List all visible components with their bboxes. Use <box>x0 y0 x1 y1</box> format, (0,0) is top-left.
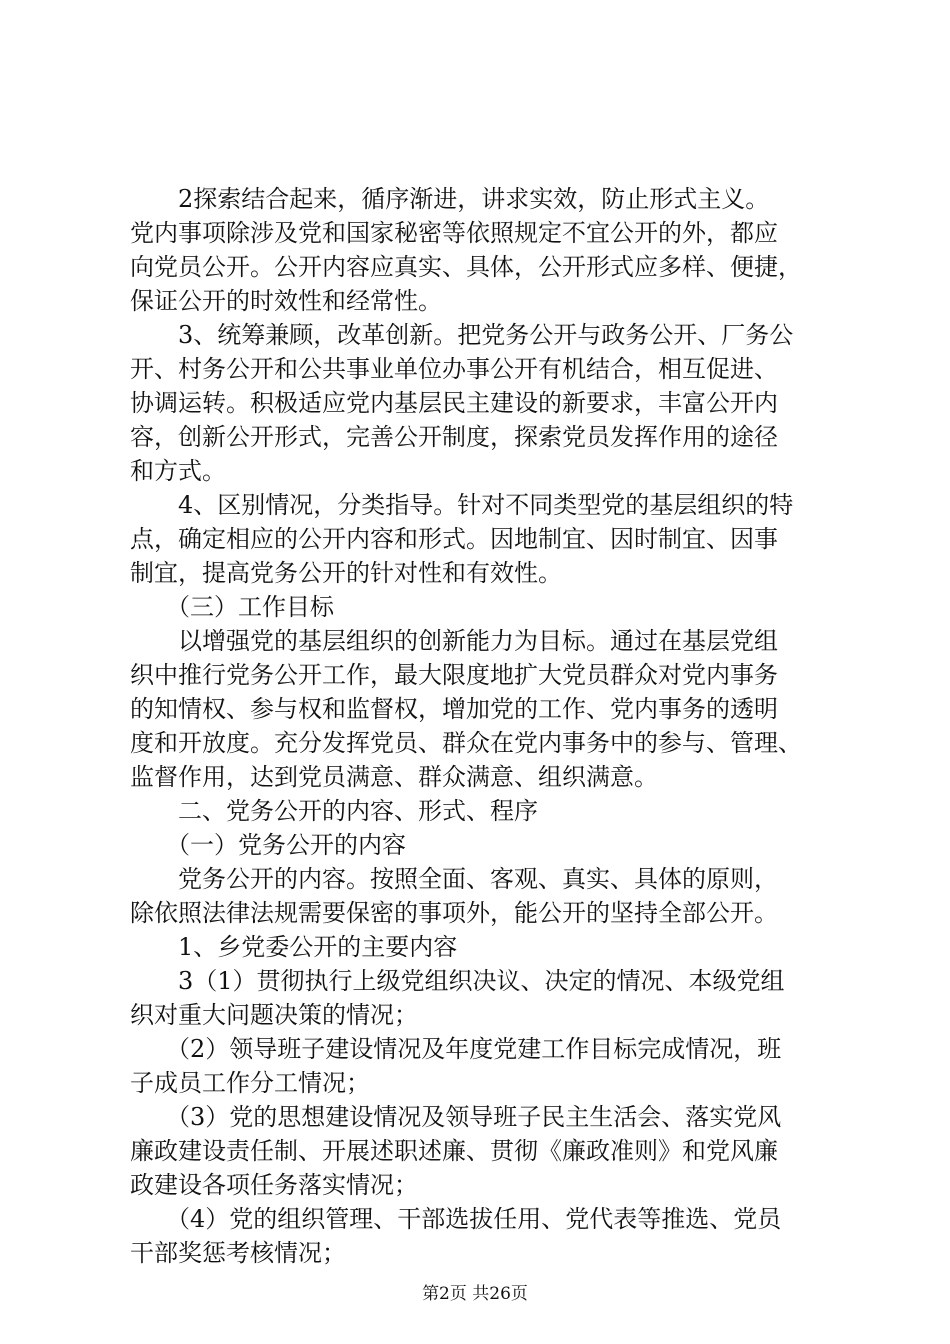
text-line: 监督作用，达到党员满意、群众满意、组织满意。 <box>130 763 658 791</box>
text-line: （3）党的思想建设情况及领导班子民主生活会、落实党风 <box>130 1103 782 1131</box>
text-line: 4、区别情况，分类指导。针对不同类型党的基层组织的特 <box>130 491 794 519</box>
text-line: 2探索结合起来，循序渐进，讲求实效，防止形式主义。 <box>130 185 770 213</box>
text-line: 容，创新公开形式，完善公开制度，探索党员发挥作用的途径 <box>130 423 778 451</box>
text-line: 除依照法律法规需要保密的事项外，能公开的坚持全部公开。 <box>130 899 778 927</box>
section-heading: （一）党务公开的内容 <box>130 831 406 859</box>
text-line: 3、统筹兼顾，改革创新。把党务公开与政务公开、厂务公 <box>130 321 794 349</box>
text-line: 保证公开的时效性和经常性。 <box>130 287 442 315</box>
text-line: 点，确定相应的公开内容和形式。因地制宜、因时制宜、因事 <box>130 525 778 553</box>
section-heading: （三）工作目标 <box>130 593 334 621</box>
section-heading: 1、乡党委公开的主要内容 <box>130 933 458 961</box>
text-line: 向党员公开。公开内容应真实、具体，公开形式应多样、便捷， <box>130 253 802 281</box>
text-line: 以增强党的基层组织的创新能力为目标。通过在基层党组 <box>130 627 778 655</box>
text-line: 织对重大问题决策的情况； <box>130 1001 418 1029</box>
text-line: 党务公开的内容。按照全面、客观、真实、具体的原则， <box>130 865 778 893</box>
text-line: 和方式。 <box>130 457 226 485</box>
text-line: 制宜，提高党务公开的针对性和有效性。 <box>130 559 562 587</box>
text-line: 子成员工作分工情况； <box>130 1069 370 1097</box>
text-line: 干部奖惩考核情况； <box>130 1239 346 1267</box>
text-line: （4）党的组织管理、干部选拔任用、党代表等推选、党员 <box>130 1205 782 1233</box>
text-line: 的知情权、参与权和监督权，增加党的工作、党内事务的透明 <box>130 695 778 723</box>
section-heading: 二、党务公开的内容、形式、程序 <box>130 797 538 825</box>
text-line: 廉政建设责任制、开展述职述廉、贯彻《廉政准则》和党风廉 <box>130 1137 778 1165</box>
page-number: 第2页 共26页 <box>422 1284 528 1304</box>
text-line: （2）领导班子建设情况及年度党建工作目标完成情况，班 <box>130 1035 782 1063</box>
text-line: 协调运转。积极适应党内基层民主建设的新要求，丰富公开内 <box>130 389 778 417</box>
text-line: 3（1）贯彻执行上级党组织决议、决定的情况、本级党组 <box>130 967 785 995</box>
text-line: 开、村务公开和公共事业单位办事公开有机结合，相互促进、 <box>130 355 778 383</box>
text-line: 织中推行党务公开工作，最大限度地扩大党员群众对党内事务 <box>130 661 778 689</box>
text-line: 度和开放度。充分发挥党员、群众在党内事务中的参与、管理、 <box>130 729 802 757</box>
text-line: 政建设各项任务落实情况； <box>130 1171 418 1199</box>
text-line: 党内事项除涉及党和国家秘密等依照规定不宜公开的外，都应 <box>130 219 778 247</box>
